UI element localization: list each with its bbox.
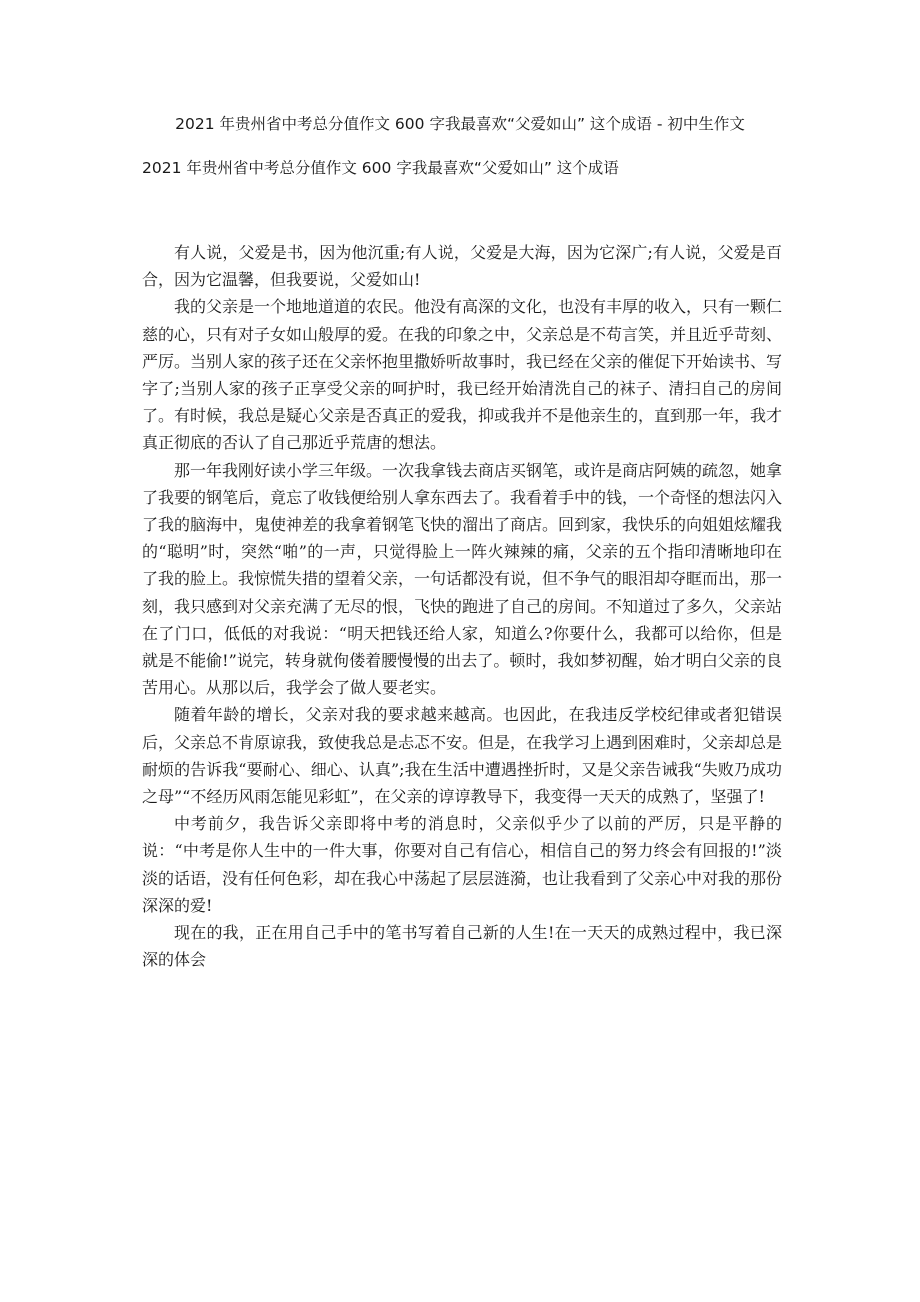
page-title: 2021 年贵州省中考总分值作文 600 字我最喜欢“父爱如山” 这个成语 - 初中生作文 bbox=[175, 115, 745, 133]
article-body bbox=[142, 239, 782, 973]
article-subtitle: 2021 年贵州省中考总分值作文 600 字我最喜欢“父爱如山” 这个成语 bbox=[142, 159, 619, 177]
paragraph: 我的父亲是一个地地道道的农民。他没有高深的文化，也没有丰厚的收入，只有一颗仁慈的心，只有对子女如山般厚的爱。在我的印象之中，父亲总是不苟言笑，并且近乎苛刻、严厉。当别人家的孩子还在父亲怀抱里撒娇听故事时，我已经在父亲的催促下开始读书、写字了;当别人家的孩子正享受父亲的呵护时，我已经开始清洗自己的袜子、清扫自己的房间了。有时候，我总是疑心父亲是否真正的爱我，抑或我并不是他亲生的，直到那一年，我才真正彻底的否认了自己那近乎荒唐的想法。 bbox=[142, 297, 783, 453]
paragraph: 有人说，父爱是书，因为他沉重;有人说，父爱是大海，因为它深广;有人说，父爱是百合，因为它温馨，但我要说，父爱如山! bbox=[142, 243, 782, 290]
paragraph: 现在的我，正在用自己手中的笔书写着自己新的人生!在一天天的成熟过程中，我已深深的体会 bbox=[142, 923, 782, 970]
paragraph: 随着年龄的增长，父亲对我的要求越来越高。也因此，在我违反学校纪律或者犯错误后，父亲总不肯原谅我，致使我总是忐忑不安。但是，在我学习上遇到困难时，父亲却总是耐烦的告诉我“要耐心、细心、认真”;我在生活中遭遇挫折时，又是父亲告诫我“失败乃成功之母”“不经历风雨怎能见彩虹”，在父亲的谆谆教导下，我变得一天天的成熟了，坚强了! bbox=[142, 705, 783, 807]
paragraph: 那一年我刚好读小学三年级。一次我拿钱去商店买钢笔，或许是商店阿姨的疏忽，她拿了我要的钢笔后，竟忘了收钱便给别人拿东西去了。我看着手中的钱，一个奇怪的想法闪入了我的脑海中，鬼使神差的我拿着钢笔飞快的溜出了商店。回到家，我快乐的向姐姐炫耀我的“聪明”时，突然“啪”的一声，只觉得脸上一阵火辣辣的痛，父亲的五个指印清晰地印在了我的脸上。我惊慌失措的望着父亲，一句话都没有说，但不争气的眼泪却夺眶而出，那一刻，我只感到对父亲充满了无尽的恨，飞快的跑进了自己的房间。不知道过了多久，父亲站在了门口，低低的对我说：“明天把钱还给人家，知道么?你要什么，我都可以给你，但是就是不能偷!”说完，转身就佝偻着腰慢慢的出去了。顿时，我如梦初醒，始才明白父亲的良苦用心。从那以后，我学会了做人要老实。 bbox=[142, 460, 783, 698]
paragraph: 中考前夕，我告诉父亲即将中考的消息时，父亲似乎少了以前的严厉，只是平静的说：“中考是你人生中的一件大事，你要对自己有信心，相信自己的努力终会有回报的!”淡淡的话语，没有任何色彩，却在我心中荡起了层层涟漪，也让我看到了父亲心中对我的那份深深的爱! bbox=[142, 814, 783, 915]
